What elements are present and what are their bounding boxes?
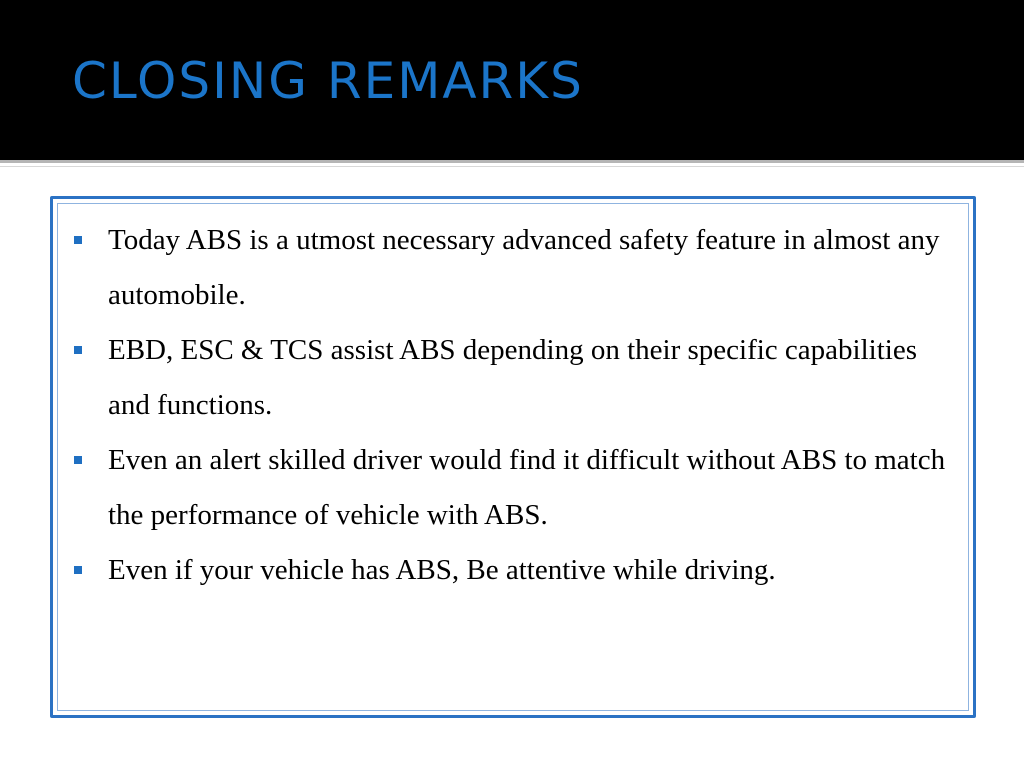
bullet-list bbox=[56, 213, 946, 598]
bullet-item bbox=[56, 213, 946, 323]
bullet-item bbox=[56, 543, 946, 598]
bullet-text: Even if your vehicle has ABS, Be attentive while driving. bbox=[108, 554, 776, 586]
square-bullet-icon bbox=[74, 236, 82, 244]
title-divider bbox=[0, 160, 1024, 163]
square-bullet-icon bbox=[74, 456, 82, 464]
square-bullet-icon bbox=[74, 346, 82, 354]
bullet-text: EBD, ESC & TCS assist ABS depending on their specific capabilities and functions. bbox=[108, 334, 917, 421]
bullet-text: Even an alert skilled driver would find it difficult without ABS to match the performance of vehicle with ABS. bbox=[108, 444, 946, 531]
slide-title: CLOSING REMARKS bbox=[72, 52, 584, 110]
bullet-text: Today ABS is a utmost necessary advanced safety feature in almost any automobile. bbox=[108, 224, 940, 311]
title-divider-thin bbox=[0, 166, 1024, 167]
square-bullet-icon bbox=[74, 566, 82, 574]
bullet-item bbox=[56, 323, 946, 433]
bullet-item bbox=[56, 433, 946, 543]
